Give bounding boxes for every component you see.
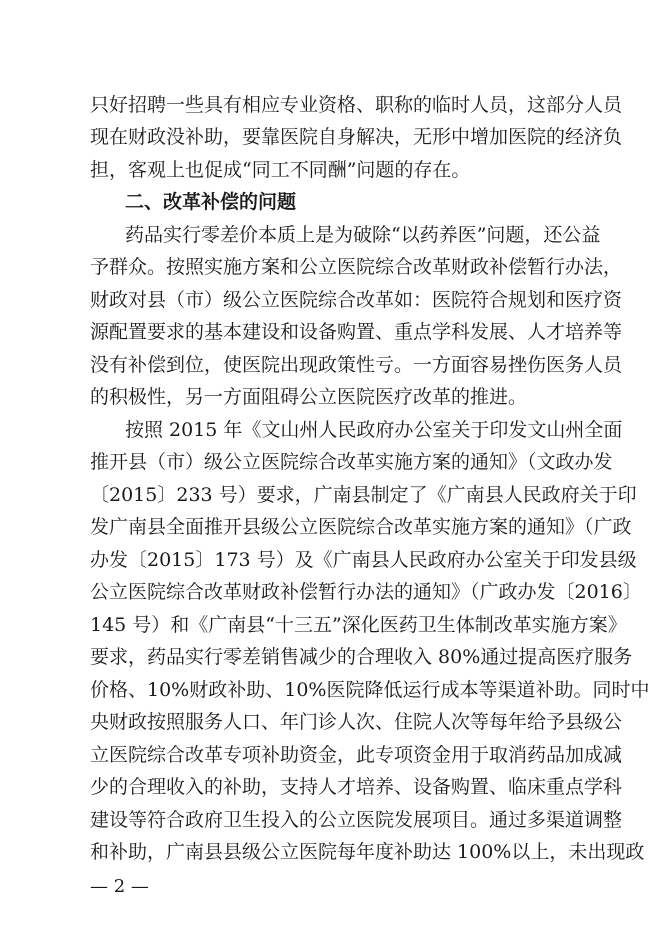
paragraph-3-line-14: 和补助，广南县县级公立医院每年度补助达 100%以上，未出现政 [90,841,645,863]
paragraph-3-line-7: 145 号）和《广南县“十三五”深化医药卫生体制改革实施方案》 [90,614,627,636]
paragraph-1-line-2: 现在财政没补助，要靠医院自身解决，无形中增加医院的经济负 [90,126,623,148]
page-number: — 2 — [90,876,149,897]
paragraph-3-line-13: 建设等符合政府卫生投入的公立医院发展项目。通过多渠道调整 [90,809,623,831]
paragraph-3-line-4: 发广南县全面推开县级公立医院综合改革实施方案的通知》（广政 [90,516,632,538]
paragraph-3-line-5: 办发〔2015〕173 号）及《广南县人民政府办公室关于印发县级 [90,549,637,571]
paragraph-2-line-2: 予群众。按照实施方案和公立医院综合改革财政补偿暂行办法， [90,256,623,278]
paragraph-3-line-8: 要求，药品实行零差销售减少的合理收入 80%通过提高医疗服务 [90,646,633,668]
paragraph-3-line-2: 推开县（市）级公立医院综合改革实施方案的通知》（文政办发 [90,451,613,473]
paragraph-3-line-12: 少的合理收入的补助，支持人才培养、设备购置、临床重点学科 [90,776,623,798]
paragraph-2-line-3: 财政对县（市）级公立医院综合改革如：医院符合规划和医疗资 [90,289,623,311]
paragraph-3-line-1: 按照 2015 年《文山州人民政府办公室关于印发文山州全面 [125,419,623,441]
paragraph-3-line-3: 〔2015〕233 号）要求，广南县制定了《广南县人民政府关于印 [90,484,637,506]
paragraph-2-line-5: 没有补偿到位，使医院出现政策性亏。一方面容易挫伤医务人员 [90,354,623,376]
paragraph-3-line-9: 价格、10%财政补助、10%医院降低运行成本等渠道补助。同时中 [90,679,650,701]
paragraph-2-line-1: 药品实行零差价本质上是为破除“以药养医”问题，还公益 [125,224,601,246]
paragraph-3-line-6: 公立医院综合改革财政补偿暂行办法的通知》（广政办发〔2016〕 [90,581,642,603]
section-heading: 二、改革补偿的问题 [125,191,297,213]
paragraph-3-line-10: 央财政按照服务人口、年门诊人次、住院人次等每年给予县级公 [90,711,623,733]
paragraph-2-line-4: 源配置要求的基本建设和设备购置、重点学科发展、人才培养等 [90,321,623,343]
paragraph-1-line-1: 只好招聘一些具有相应专业资格、职称的临时人员，这部分人员 [90,94,623,116]
paragraph-2-line-6: 的积极性，另一方面阻碍公立医院医疗改革的推进。 [90,386,528,408]
paragraph-1-line-3: 担，客观上也促成“同工不同酬”问题的存在。 [90,159,471,181]
paragraph-3-line-11: 立医院综合改革专项补助资金，此专项资金用于取消药品加成减 [90,744,623,766]
